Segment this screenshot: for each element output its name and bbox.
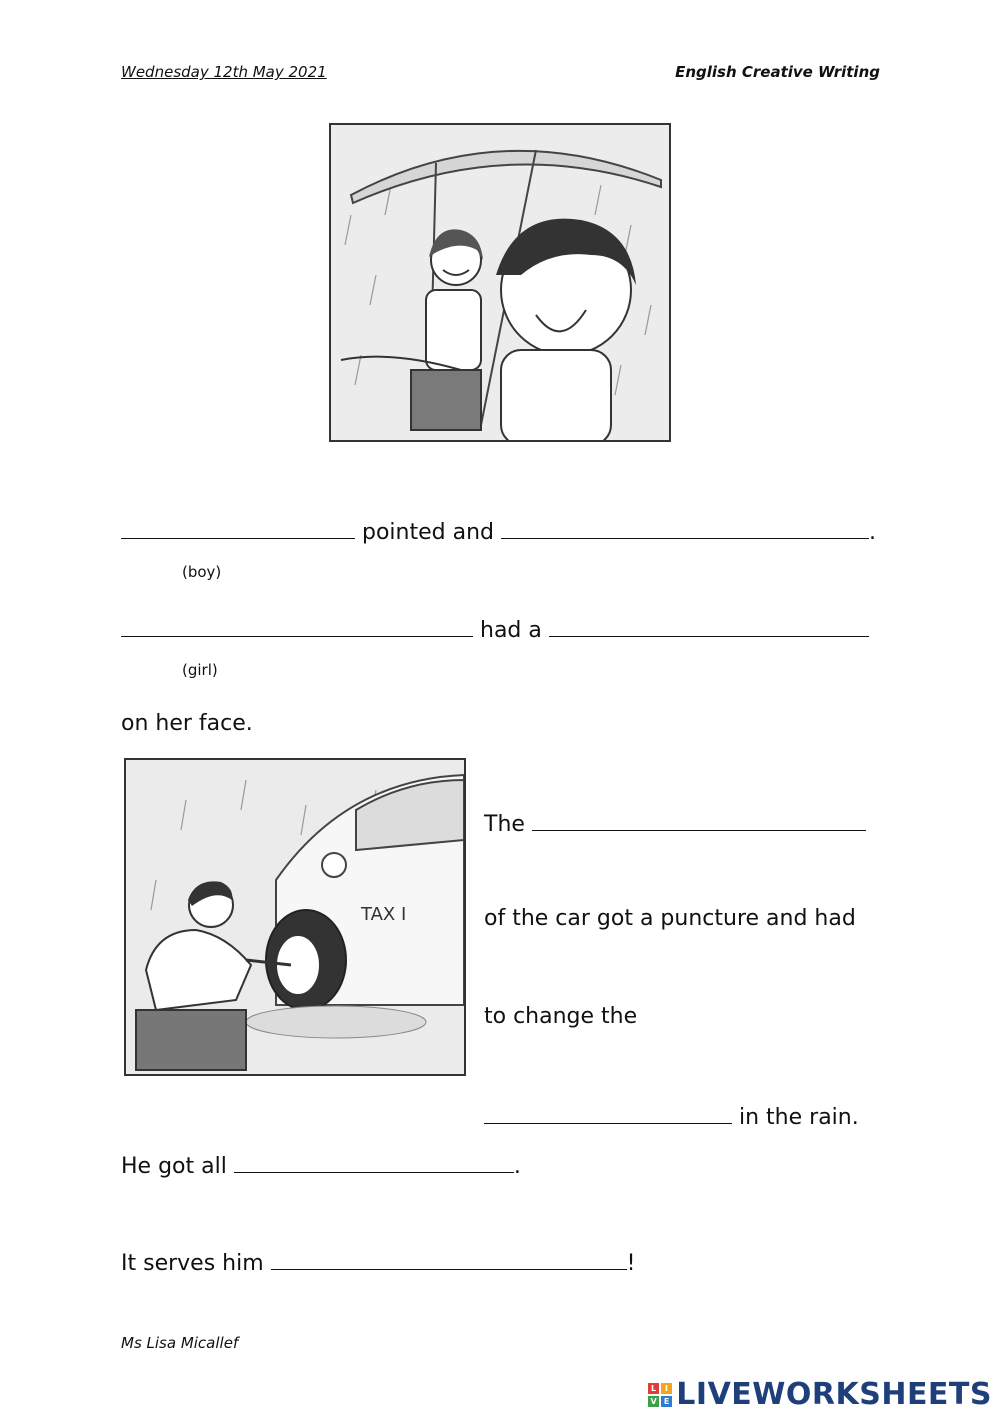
sentence-end: ! xyxy=(626,1251,636,1276)
sentence-line-9 xyxy=(121,1247,635,1276)
sentence-line-1 xyxy=(121,516,876,545)
answer-blank-expression[interactable] xyxy=(549,614,869,637)
answer-blank-action[interactable] xyxy=(501,516,869,539)
picture-panel-4 xyxy=(124,758,466,1076)
logo-text: LIVEWORKSHEETS xyxy=(676,1377,992,1412)
sentence-line-4 xyxy=(484,808,866,837)
answer-blank-right[interactable] xyxy=(271,1247,627,1270)
sentence-text: He got all xyxy=(121,1154,227,1179)
sentence-line-5: of the car got a puncture and had xyxy=(484,906,856,931)
liveworksheets-logo xyxy=(648,1377,992,1412)
answer-blank-driver[interactable] xyxy=(532,808,866,831)
logo-mark-icon xyxy=(648,1383,672,1407)
sentence-text: It serves him xyxy=(121,1251,264,1276)
flat-tyre-illustration xyxy=(126,760,464,1074)
sentence-text: in the rain. xyxy=(739,1105,859,1130)
answer-blank-girl[interactable] xyxy=(121,614,473,637)
sentence-text: The xyxy=(484,812,525,837)
sentence-line-2 xyxy=(121,614,869,643)
answer-blank-wet[interactable] xyxy=(234,1150,514,1173)
sentence-line-3: on her face. xyxy=(121,711,253,736)
hint-boy: (boy) xyxy=(182,563,222,581)
sentence-text: had a xyxy=(480,618,542,643)
umbrella-children-illustration xyxy=(331,125,669,440)
sentence-line-6: to change the xyxy=(484,1004,638,1029)
sentence-line-7 xyxy=(484,1101,859,1130)
logo-mark-letter: I xyxy=(661,1383,672,1394)
logo-mark-letter: E xyxy=(661,1396,672,1407)
picture-panel-3 xyxy=(329,123,671,442)
sentence-end: . xyxy=(869,520,876,545)
sentence-line-8 xyxy=(121,1150,521,1179)
header-date: Wednesday 12th May 2021 xyxy=(121,63,327,81)
footer-author: Ms Lisa Micallef xyxy=(121,1334,239,1352)
answer-blank-boy[interactable] xyxy=(121,516,355,539)
logo-mark-letter: V xyxy=(648,1396,659,1407)
header-subject: English Creative Writing xyxy=(675,63,880,81)
sentence-end: . xyxy=(513,1154,521,1179)
sentence-text: pointed and xyxy=(362,520,494,545)
logo-mark-letter: L xyxy=(648,1383,659,1394)
taxi-sign: TAX I xyxy=(361,904,407,925)
hint-girl: (girl) xyxy=(182,661,218,679)
answer-blank-tyre[interactable] xyxy=(484,1101,732,1124)
